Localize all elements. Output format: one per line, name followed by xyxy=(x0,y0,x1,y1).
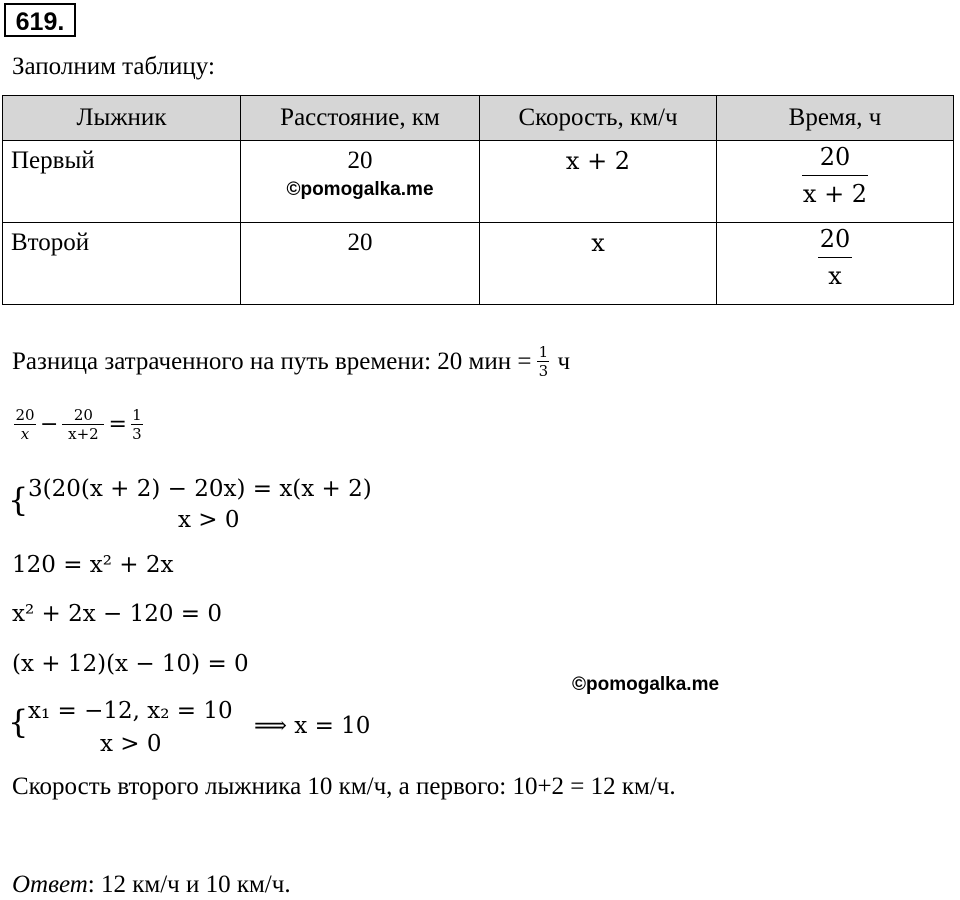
difference-den: 3 xyxy=(538,362,549,380)
difference-fraction xyxy=(537,343,549,380)
data-table xyxy=(2,95,954,305)
system2-result: ⟹ x = 10 xyxy=(254,713,371,739)
row1-distance xyxy=(241,141,480,223)
difference-line xyxy=(12,343,570,380)
watermark-table: ©pomogalka.me xyxy=(286,179,434,200)
header-skier: Лыжник xyxy=(3,96,241,141)
row2-distance: 20 xyxy=(241,223,480,305)
eq-b-num: 20 xyxy=(73,406,93,424)
eq-c-num: 1 xyxy=(132,406,142,424)
eq-a-num: 20 xyxy=(15,406,35,424)
eq-a-den: x xyxy=(20,425,30,443)
difference-text: Разница затраченного на путь времени: 20 мин = xyxy=(12,347,532,375)
step-2: x² + 2x − 120 = 0 xyxy=(12,601,223,627)
eq-frac-c xyxy=(131,406,143,443)
row1-time-fraction xyxy=(802,143,868,208)
eq-frac-b xyxy=(62,406,104,443)
system1-line1: 3(20(x + 2) − 20x) = x(x + 2) xyxy=(28,476,372,502)
task-number: 619. xyxy=(4,3,76,37)
header-distance: Расстояние, км xyxy=(241,96,480,141)
eq-equals: = xyxy=(108,412,127,437)
header-speed: Скорость, км/ч xyxy=(480,96,717,141)
row1-time-den: x + 2 xyxy=(802,180,868,208)
row2-time-num: 20 xyxy=(819,225,851,253)
header-time: Время, ч xyxy=(717,96,954,141)
conclusion-text: Скорость второго лыжника 10 км/ч, а первого: 10+2 = 12 км/ч. xyxy=(12,773,676,800)
intro-text: Заполним таблицу: xyxy=(12,53,215,80)
row2-time-fraction xyxy=(818,225,852,290)
row2-time xyxy=(717,223,954,305)
table-row xyxy=(3,141,954,223)
system1-line2: x > 0 xyxy=(178,507,240,533)
row1-name: Первый xyxy=(3,141,241,223)
watermark-body: ©pomogalka.me xyxy=(572,674,720,695)
step-3: (x + 12)(x − 10) = 0 xyxy=(12,651,249,677)
eq-minus: − xyxy=(40,412,59,437)
row2-speed: x xyxy=(480,223,717,305)
step-1: 120 = x² + 2x xyxy=(12,552,174,578)
system2-line2: x > 0 xyxy=(100,731,162,757)
system2-brace: { xyxy=(8,703,29,741)
table-header-row xyxy=(3,96,954,141)
eq-frac-a xyxy=(14,406,36,443)
equation-line xyxy=(14,406,143,443)
row1-speed: x + 2 xyxy=(480,141,717,223)
eq-c-den: 3 xyxy=(132,425,142,443)
answer-text: : 12 км/ч и 10 км/ч. xyxy=(87,871,291,898)
system1-brace: { xyxy=(8,481,29,519)
eq-b-den: x+2 xyxy=(68,425,99,443)
row1-time xyxy=(717,141,954,223)
answer-label: Ответ xyxy=(12,871,88,898)
row2-time-den: x xyxy=(828,262,842,290)
difference-num: 1 xyxy=(538,343,549,361)
difference-unit: ч xyxy=(557,347,571,375)
row1-time-num: 20 xyxy=(819,143,851,171)
row2-name: Второй xyxy=(3,223,241,305)
table-row xyxy=(3,223,954,305)
system2-line1: x₁ = −12, x₂ = 10 xyxy=(28,698,233,724)
row1-distance-value: 20 xyxy=(347,147,373,174)
